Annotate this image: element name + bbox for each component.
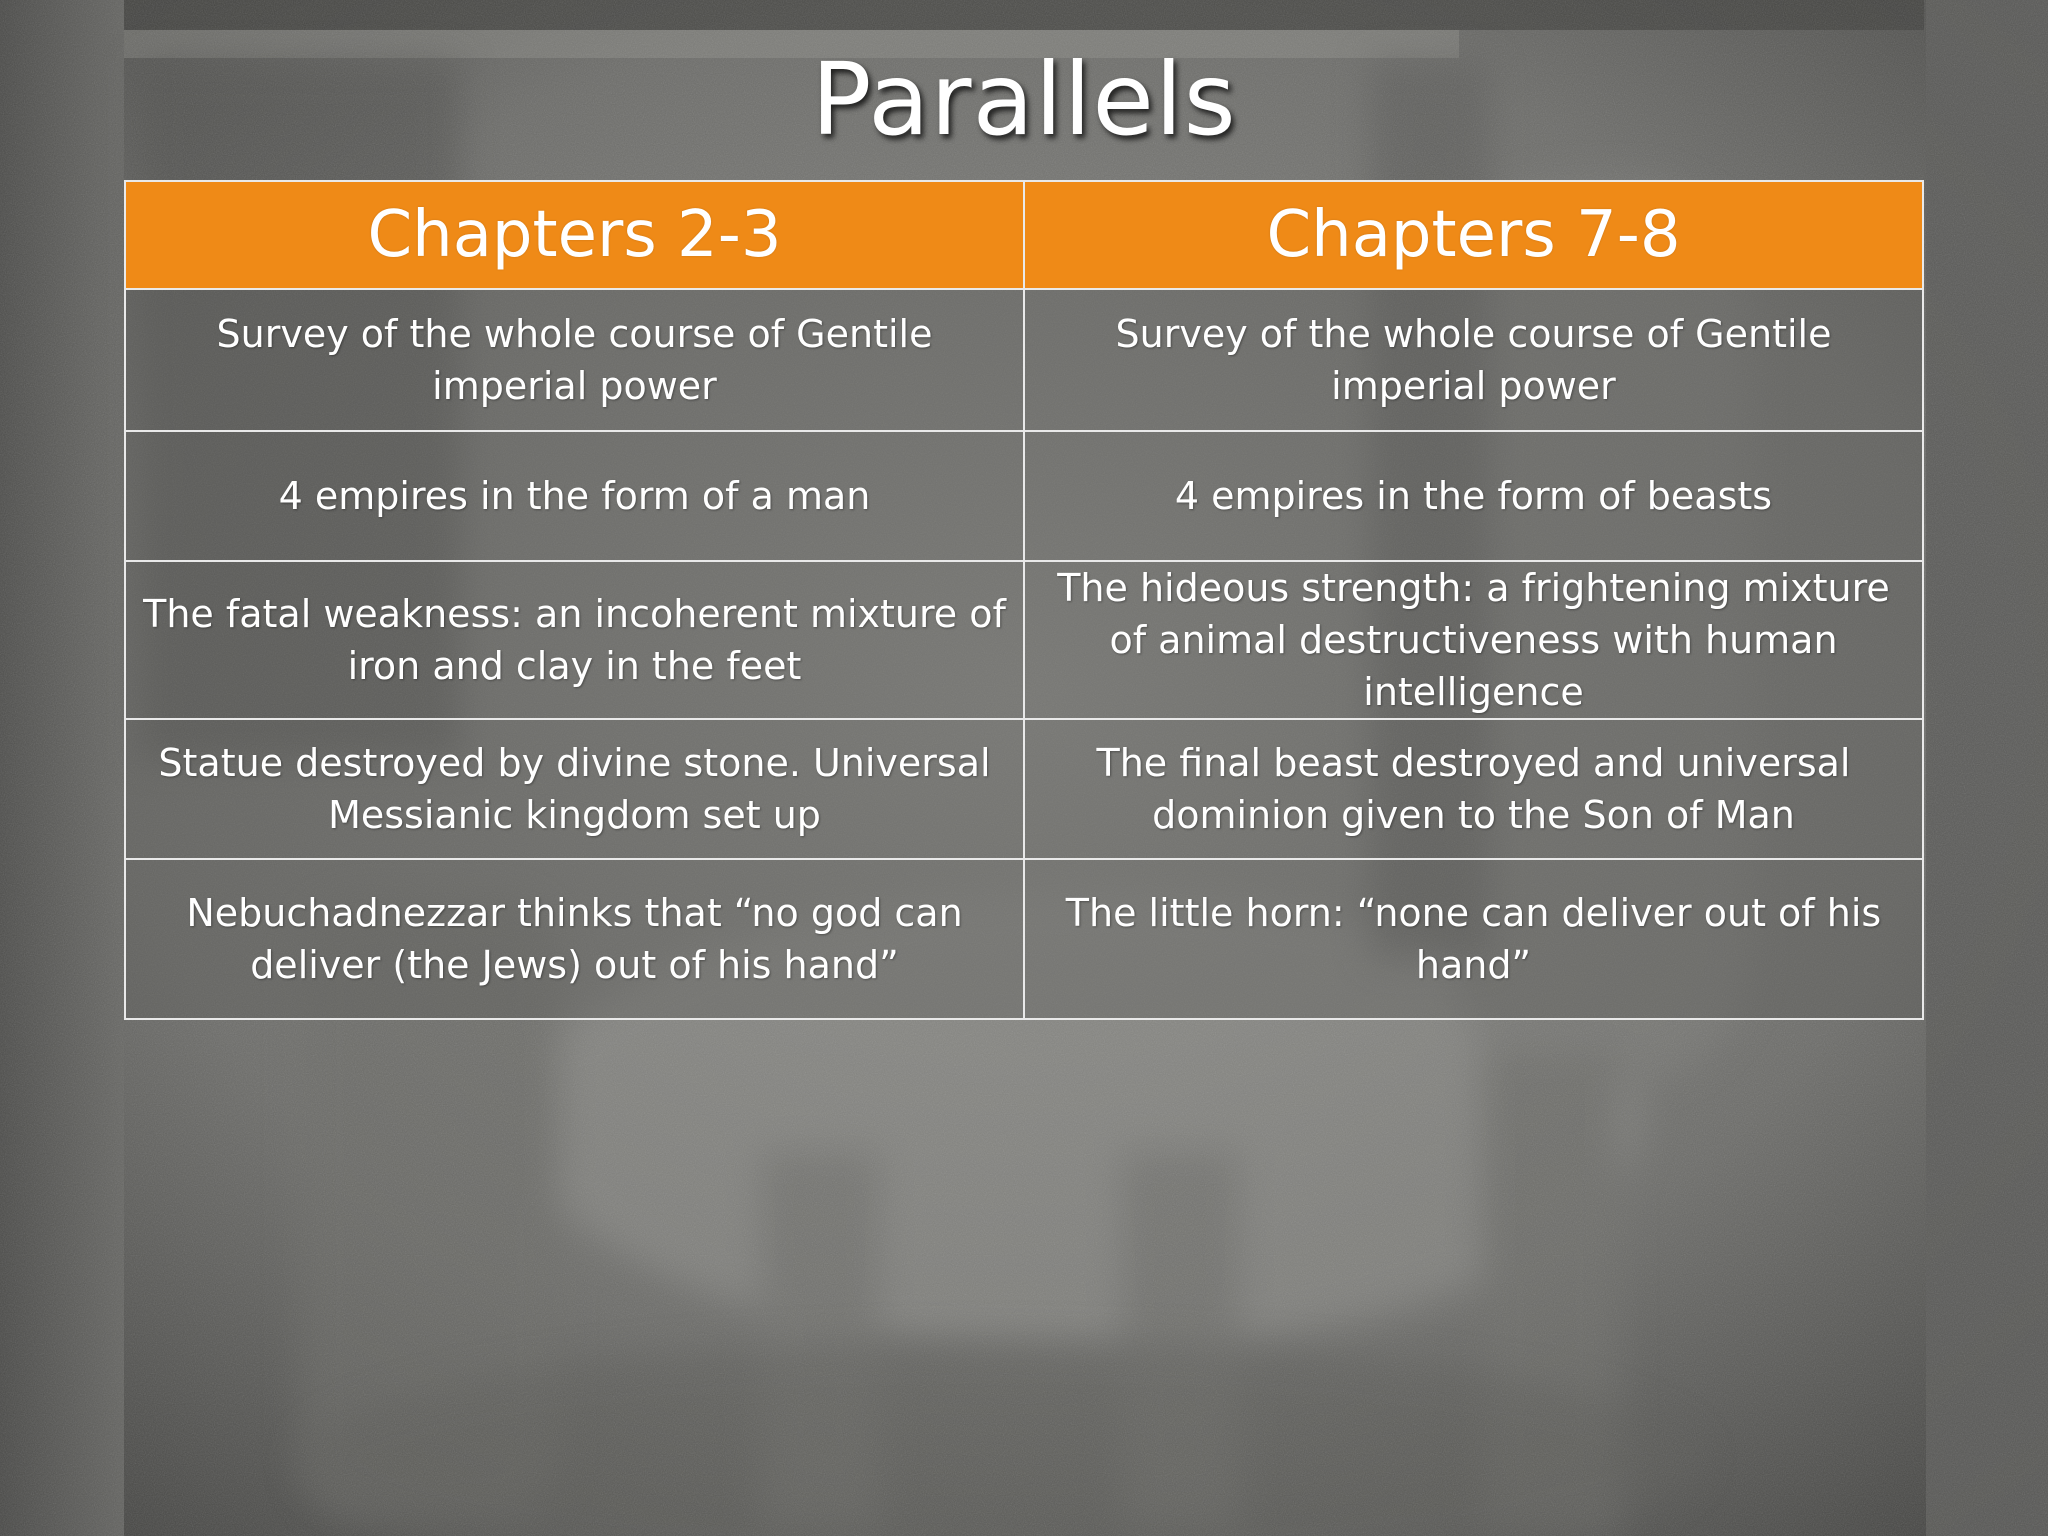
table-cell: Nebuchadnezzar thinks that “no god can deliver (the Jews) out of his hand” <box>125 859 1024 1019</box>
table-cell: 4 empires in the form of a man <box>125 431 1024 561</box>
parallels-table <box>124 180 1924 1020</box>
table-cell: Statue destroyed by divine stone. Universal Messianic kingdom set up <box>125 719 1024 859</box>
table-cell: The hideous strength: a frightening mixture of animal destructiveness with human intelligence <box>1024 561 1923 719</box>
table-cell: Survey of the whole course of Gentile imperial power <box>1024 289 1923 431</box>
table-cell: The final beast destroyed and universal dominion given to the Son of Man <box>1024 719 1923 859</box>
parallels-table-container <box>124 180 1924 1020</box>
slide-title: Parallels <box>811 41 1237 158</box>
table-cell: The fatal weakness: an incoherent mixture of iron and clay in the feet <box>125 561 1024 719</box>
table-row <box>125 431 1923 561</box>
table-cell: The little horn: “none can deliver out of his hand” <box>1024 859 1923 1019</box>
table-header-row <box>125 181 1923 289</box>
table-row <box>125 289 1923 431</box>
column-header-chapters-7-8: Chapters 7-8 <box>1024 181 1923 289</box>
table-cell: 4 empires in the form of beasts <box>1024 431 1923 561</box>
column-header-chapters-2-3: Chapters 2-3 <box>125 181 1024 289</box>
table-row <box>125 561 1923 719</box>
table-row <box>125 859 1923 1019</box>
table-row <box>125 719 1923 859</box>
table-cell: Survey of the whole course of Gentile imperial power <box>125 289 1024 431</box>
